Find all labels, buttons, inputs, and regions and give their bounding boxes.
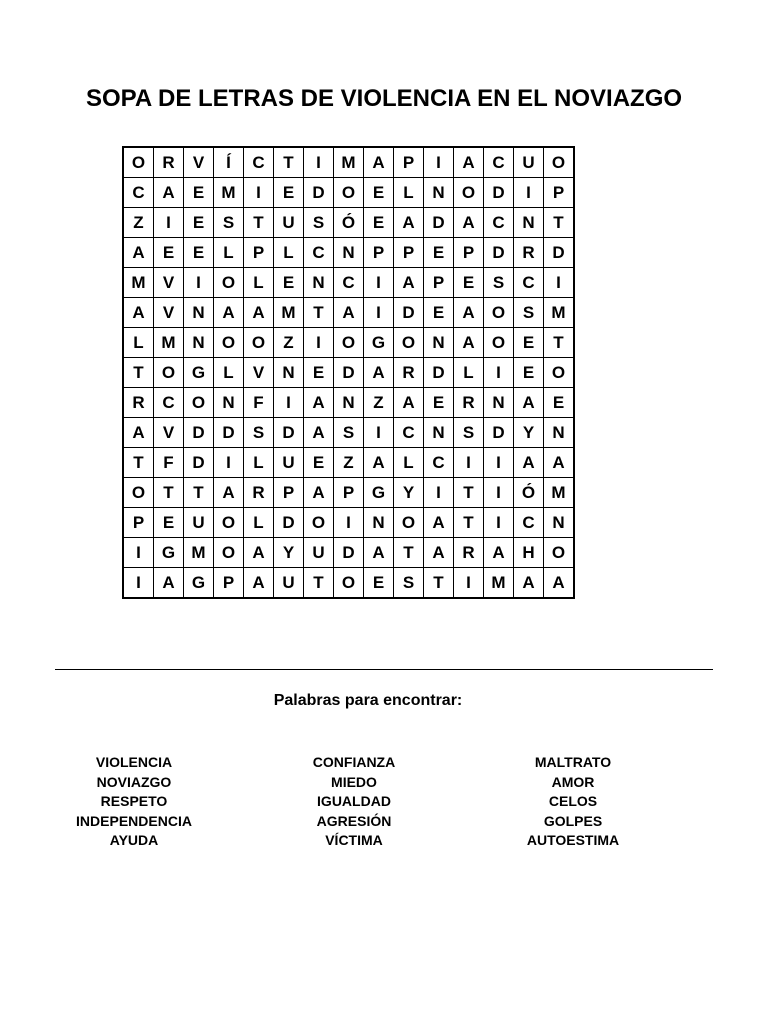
grid-cell: L: [244, 508, 274, 538]
grid-cell: T: [244, 208, 274, 238]
grid-cell: N: [334, 238, 364, 268]
grid-cell: P: [123, 508, 154, 538]
grid-cell: I: [454, 568, 484, 599]
grid-cell: A: [514, 568, 544, 599]
grid-cell: I: [214, 448, 244, 478]
grid-cell: G: [184, 568, 214, 599]
grid-cell: T: [454, 478, 484, 508]
word-item: AYUDA: [109, 832, 159, 848]
grid-cell: A: [123, 298, 154, 328]
grid-cell: I: [514, 178, 544, 208]
grid-cell: T: [304, 298, 334, 328]
grid-cell: D: [304, 178, 334, 208]
grid-cell: A: [123, 238, 154, 268]
grid-cell: I: [244, 178, 274, 208]
word-item: RESPETO: [100, 793, 168, 809]
grid-cell: G: [364, 328, 394, 358]
grid-cell: I: [304, 328, 334, 358]
grid-cell: A: [454, 298, 484, 328]
grid-cell: C: [154, 388, 184, 418]
word-search-grid: [122, 146, 575, 599]
grid-cell: O: [214, 268, 244, 298]
grid-cell: N: [334, 388, 364, 418]
grid-cell: N: [484, 388, 514, 418]
grid-cell: T: [544, 208, 575, 238]
grid-cell: A: [364, 358, 394, 388]
grid-cell: P: [274, 478, 304, 508]
grid-cell: A: [214, 298, 244, 328]
grid-cell: D: [184, 448, 214, 478]
grid-cell: O: [394, 328, 424, 358]
grid-cell: R: [454, 538, 484, 568]
grid-cell: P: [364, 238, 394, 268]
grid-cell: Y: [394, 478, 424, 508]
grid-cell: V: [154, 298, 184, 328]
grid-cell: D: [214, 418, 244, 448]
grid-cell: A: [454, 328, 484, 358]
grid-cell: I: [304, 147, 334, 178]
grid-cell: V: [184, 147, 214, 178]
grid-cell: E: [154, 508, 184, 538]
grid-row: [123, 178, 574, 208]
grid-cell: U: [514, 147, 544, 178]
grid-row: [123, 568, 574, 599]
grid-cell: M: [184, 538, 214, 568]
grid-cell: O: [184, 388, 214, 418]
grid-cell: E: [304, 448, 334, 478]
grid-cell: D: [274, 418, 304, 448]
grid-cell: O: [484, 328, 514, 358]
word-item: GOLPES: [543, 812, 603, 829]
grid-cell: R: [454, 388, 484, 418]
grid-cell: N: [424, 178, 454, 208]
grid-cell: O: [544, 538, 575, 568]
grid-cell: D: [274, 508, 304, 538]
grid-cell: I: [334, 508, 364, 538]
grid-cell: I: [154, 208, 184, 238]
grid-cell: A: [244, 568, 274, 599]
grid-cell: T: [544, 328, 575, 358]
grid-cell: I: [184, 268, 214, 298]
grid-cell: O: [334, 328, 364, 358]
grid-cell: C: [484, 147, 514, 178]
grid-cell: C: [514, 268, 544, 298]
grid-cell: I: [364, 298, 394, 328]
grid-row: [123, 508, 574, 538]
grid-cell: U: [304, 538, 334, 568]
grid-cell: I: [484, 448, 514, 478]
grid-cell: T: [154, 478, 184, 508]
word-item: VIOLENCIA: [95, 754, 173, 770]
word-item: IGUALDAD: [317, 793, 391, 809]
grid-cell: O: [394, 508, 424, 538]
grid-cell: R: [394, 358, 424, 388]
grid-cell: M: [123, 268, 154, 298]
grid-cell: A: [123, 418, 154, 448]
grid-row: [123, 388, 574, 418]
grid-cell: T: [304, 568, 334, 599]
grid-cell: A: [304, 418, 334, 448]
grid-cell: N: [304, 268, 334, 298]
grid-cell: E: [364, 208, 394, 238]
grid-cell: A: [514, 388, 544, 418]
grid-cell: T: [274, 147, 304, 178]
grid-row: [123, 208, 574, 238]
grid-cell: A: [304, 388, 334, 418]
word-item: MIEDO: [331, 773, 377, 790]
grid-cell: M: [214, 178, 244, 208]
grid-row: [123, 538, 574, 568]
grid-cell: Y: [514, 418, 544, 448]
grid-cell: Í: [214, 147, 244, 178]
grid-cell: D: [394, 298, 424, 328]
grid-cell: A: [244, 538, 274, 568]
grid-row: [123, 298, 574, 328]
grid-cell: M: [544, 478, 575, 508]
grid-cell: L: [274, 238, 304, 268]
word-column-1: [34, 753, 234, 851]
grid-cell: M: [334, 147, 364, 178]
grid-cell: L: [214, 358, 244, 388]
grid-cell: E: [184, 238, 214, 268]
grid-cell: N: [184, 328, 214, 358]
grid-cell: A: [154, 178, 184, 208]
grid-cell: S: [244, 418, 274, 448]
grid-cell: A: [484, 538, 514, 568]
grid-cell: S: [214, 208, 244, 238]
grid-cell: D: [484, 178, 514, 208]
grid-cell: H: [514, 538, 544, 568]
grid-cell: N: [424, 328, 454, 358]
grid-cell: E: [274, 268, 304, 298]
grid-cell: T: [394, 538, 424, 568]
page-title: SOPA DE LETRAS DE VIOLENCIA EN EL NOVIAZGO: [85, 85, 683, 112]
grid-cell: M: [484, 568, 514, 599]
grid-cell: O: [214, 328, 244, 358]
grid-cell: A: [394, 388, 424, 418]
grid-cell: N: [514, 208, 544, 238]
grid-cell: L: [244, 268, 274, 298]
grid-cell: O: [334, 568, 364, 599]
grid-cell: N: [214, 388, 244, 418]
grid-cell: L: [214, 238, 244, 268]
grid-cell: E: [304, 358, 334, 388]
word-list-heading: Palabras para encontrar:: [273, 692, 463, 709]
grid-row: [123, 268, 574, 298]
grid-cell: U: [274, 568, 304, 599]
grid-cell: D: [484, 238, 514, 268]
grid-cell: D: [484, 418, 514, 448]
grid-cell: Z: [334, 448, 364, 478]
grid-cell: D: [544, 238, 575, 268]
grid-cell: A: [364, 538, 394, 568]
grid-cell: T: [424, 568, 454, 599]
grid-cell: A: [514, 448, 544, 478]
grid-cell: R: [154, 147, 184, 178]
grid-cell: Y: [274, 538, 304, 568]
grid-cell: E: [364, 178, 394, 208]
grid-cell: I: [424, 147, 454, 178]
grid-cell: I: [274, 388, 304, 418]
grid-cell: E: [544, 388, 575, 418]
grid-cell: E: [514, 358, 544, 388]
grid-cell: O: [544, 358, 575, 388]
grid-cell: A: [304, 478, 334, 508]
word-item: CONFIANZA: [312, 754, 396, 770]
grid-cell: C: [394, 418, 424, 448]
grid-cell: C: [334, 268, 364, 298]
grid-cell: T: [123, 448, 154, 478]
grid-cell: P: [394, 147, 424, 178]
divider: [55, 669, 713, 670]
grid-cell: C: [123, 178, 154, 208]
grid-cell: C: [424, 448, 454, 478]
grid-cell: D: [424, 208, 454, 238]
grid-cell: E: [424, 388, 454, 418]
grid-cell: E: [154, 238, 184, 268]
grid-cell: R: [123, 388, 154, 418]
grid-cell: I: [123, 538, 154, 568]
grid-cell: O: [544, 147, 575, 178]
grid-cell: O: [214, 538, 244, 568]
word-item: AMOR: [551, 773, 595, 790]
grid-row: [123, 147, 574, 178]
word-item: NOVIAZGO: [96, 773, 172, 790]
grid-cell: F: [154, 448, 184, 478]
grid-cell: A: [394, 208, 424, 238]
grid-cell: A: [364, 147, 394, 178]
grid-cell: M: [544, 298, 575, 328]
grid-cell: V: [154, 268, 184, 298]
grid-cell: C: [244, 147, 274, 178]
grid-cell: P: [214, 568, 244, 599]
grid-cell: I: [454, 448, 484, 478]
grid-cell: Z: [274, 328, 304, 358]
grid-cell: E: [424, 298, 454, 328]
grid-cell: S: [484, 268, 514, 298]
grid-cell: D: [424, 358, 454, 388]
grid-cell: N: [544, 508, 575, 538]
grid-cell: C: [484, 208, 514, 238]
grid-cell: I: [364, 268, 394, 298]
grid-cell: R: [514, 238, 544, 268]
grid-cell: Ó: [334, 208, 364, 238]
grid-cell: S: [514, 298, 544, 328]
grid-cell: A: [244, 298, 274, 328]
grid-cell: O: [244, 328, 274, 358]
grid-cell: A: [454, 147, 484, 178]
grid-row: [123, 328, 574, 358]
grid-cell: S: [304, 208, 334, 238]
grid-cell: T: [123, 358, 154, 388]
grid-cell: P: [454, 238, 484, 268]
grid-cell: E: [514, 328, 544, 358]
grid-cell: P: [334, 478, 364, 508]
grid-cell: A: [394, 268, 424, 298]
grid-cell: Z: [123, 208, 154, 238]
grid-row: [123, 418, 574, 448]
grid-cell: A: [454, 208, 484, 238]
grid-cell: R: [244, 478, 274, 508]
grid-cell: E: [454, 268, 484, 298]
grid-cell: O: [484, 298, 514, 328]
grid-cell: G: [184, 358, 214, 388]
grid-cell: I: [424, 478, 454, 508]
grid-cell: O: [123, 478, 154, 508]
grid-cell: L: [394, 178, 424, 208]
grid-cell: E: [424, 238, 454, 268]
grid-cell: U: [274, 208, 304, 238]
grid-cell: T: [184, 478, 214, 508]
grid-cell: T: [454, 508, 484, 538]
grid-cell: N: [364, 508, 394, 538]
grid-row: [123, 478, 574, 508]
grid-cell: L: [123, 328, 154, 358]
grid-cell: E: [274, 178, 304, 208]
grid-row: [123, 448, 574, 478]
grid-cell: A: [154, 568, 184, 599]
grid-cell: L: [394, 448, 424, 478]
grid-cell: M: [274, 298, 304, 328]
grid-cell: E: [184, 208, 214, 238]
grid-cell: E: [184, 178, 214, 208]
grid-cell: V: [244, 358, 274, 388]
grid-cell: I: [484, 508, 514, 538]
grid-cell: D: [334, 358, 364, 388]
grid-cell: U: [184, 508, 214, 538]
word-item: AUTOESTIMA: [526, 832, 620, 848]
grid-cell: I: [364, 418, 394, 448]
grid-cell: O: [214, 508, 244, 538]
grid-cell: A: [424, 508, 454, 538]
grid-cell: N: [424, 418, 454, 448]
grid-row: [123, 358, 574, 388]
grid-cell: P: [544, 178, 575, 208]
grid-cell: D: [334, 538, 364, 568]
grid-cell: L: [454, 358, 484, 388]
grid-cell: I: [544, 268, 575, 298]
grid-cell: A: [544, 448, 575, 478]
grid-cell: Ó: [514, 478, 544, 508]
grid-cell: I: [123, 568, 154, 599]
word-item: AGRESIÓN: [316, 812, 392, 829]
grid-cell: O: [334, 178, 364, 208]
grid-cell: O: [454, 178, 484, 208]
grid-cell: V: [154, 418, 184, 448]
grid-cell: A: [334, 298, 364, 328]
grid-cell: E: [364, 568, 394, 599]
grid-cell: O: [154, 358, 184, 388]
grid-cell: S: [454, 418, 484, 448]
grid-cell: A: [214, 478, 244, 508]
word-column-3: [473, 753, 673, 851]
grid-cell: S: [394, 568, 424, 599]
grid-cell: G: [364, 478, 394, 508]
word-item: CELOS: [548, 793, 598, 809]
grid-cell: U: [274, 448, 304, 478]
word-item: MALTRATO: [534, 754, 612, 770]
grid-cell: C: [514, 508, 544, 538]
grid-cell: A: [544, 568, 575, 599]
grid-cell: M: [154, 328, 184, 358]
grid-cell: C: [304, 238, 334, 268]
word-item: INDEPENDENCIA: [76, 812, 192, 829]
grid-cell: N: [184, 298, 214, 328]
grid-cell: A: [424, 538, 454, 568]
word-column-2: [254, 753, 454, 851]
grid-cell: I: [484, 478, 514, 508]
grid-cell: L: [244, 448, 274, 478]
grid-cell: A: [364, 448, 394, 478]
grid-cell: D: [184, 418, 214, 448]
grid-row: [123, 238, 574, 268]
grid-cell: O: [123, 147, 154, 178]
grid-cell: F: [244, 388, 274, 418]
grid-cell: N: [274, 358, 304, 388]
grid-cell: P: [394, 238, 424, 268]
grid-cell: G: [154, 538, 184, 568]
word-item: VÍCTIMA: [325, 832, 383, 848]
grid-cell: P: [244, 238, 274, 268]
grid-cell: O: [304, 508, 334, 538]
grid-cell: N: [544, 418, 575, 448]
grid-cell: Z: [364, 388, 394, 418]
grid-cell: I: [484, 358, 514, 388]
grid-cell: P: [424, 268, 454, 298]
grid-cell: S: [334, 418, 364, 448]
